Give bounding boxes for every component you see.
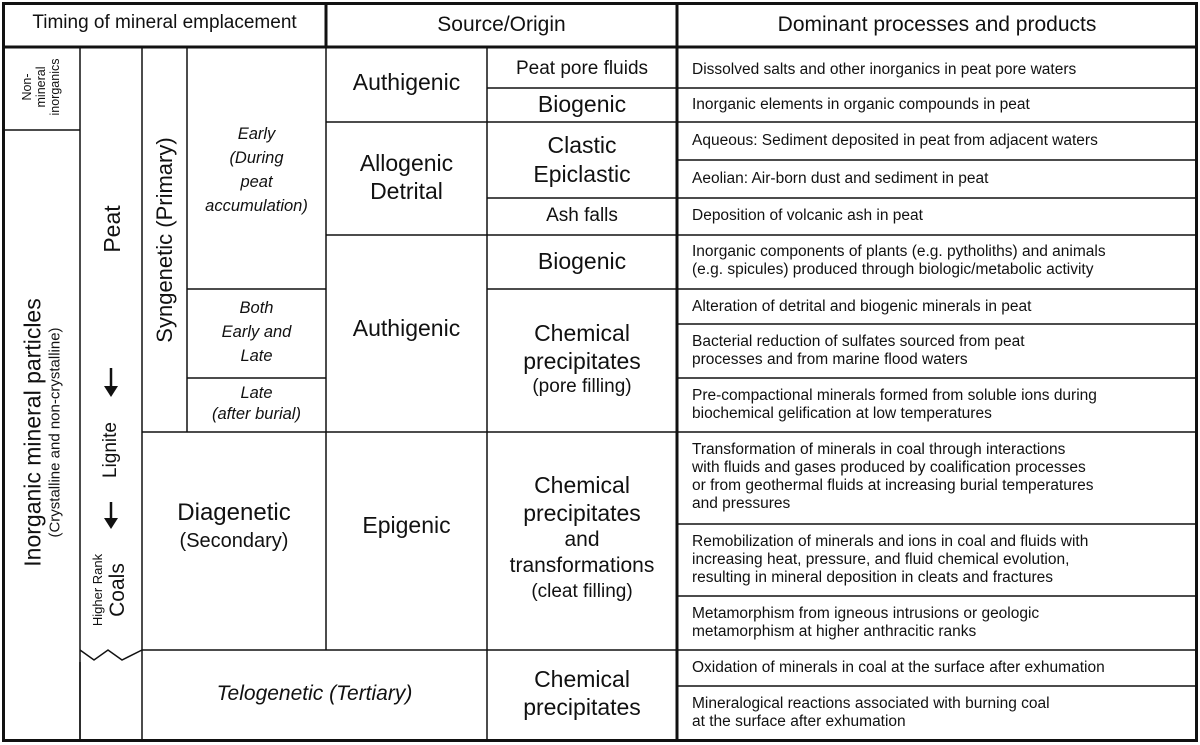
chem2-line-5: (cleat filling)	[531, 581, 633, 602]
process-row-10	[692, 441, 1093, 513]
clastic-line-1: Clastic	[547, 132, 617, 158]
origin-chemical-precipitates-1	[487, 319, 677, 399]
non-mineral-line-3: inorganics	[48, 58, 62, 116]
chem2-line-4: transformations	[509, 554, 655, 577]
header-source: Source/Origin	[437, 13, 566, 36]
peat-label: Peat	[99, 205, 125, 253]
process-row-4	[692, 170, 988, 188]
early-line-1: Early	[237, 125, 276, 143]
chem2-line-2: precipitates	[523, 500, 641, 526]
source-authigenic-2: Authigenic	[352, 315, 461, 341]
chem3-line-2: precipitates	[523, 694, 641, 720]
diagenetic-label: Diagenetic	[177, 499, 291, 526]
both-line-3: Late	[240, 347, 273, 365]
non-mineral-line-2: mineral	[34, 66, 48, 108]
timing-telogenetic: Telogenetic (Tertiary)	[216, 682, 413, 705]
chem1-line-1: Chemical	[534, 320, 630, 346]
non-mineral-line-1: Non-	[20, 73, 34, 101]
allogenic-line-1: Allogenic	[359, 150, 454, 176]
coals-label: Coals	[106, 563, 129, 617]
process-line: Deposition of volcanic ash in peat	[692, 207, 923, 224]
process-line: increasing heat, pressure, and fluid chemical evolution,	[692, 551, 1070, 568]
process-row-13	[692, 659, 1105, 677]
inorganic-subtitle: (Crystalline and non-crystalline)	[46, 327, 64, 538]
process-line: and pressures	[692, 495, 791, 512]
origin-ash-falls: Ash falls	[546, 205, 618, 226]
process-row-3	[692, 132, 1098, 150]
header-processes: Dominant processes and products	[777, 13, 1097, 36]
process-line: at the surface after exhumation	[692, 713, 906, 730]
origin-peat-pore-fluids: Peat pore fluids	[515, 58, 649, 79]
process-line: Oxidation of minerals in coal at the surface after exhumation	[692, 659, 1105, 676]
process-line: Aqueous: Sediment deposited in peat from adjacent waters	[692, 132, 1098, 149]
process-line: resulting in mineral deposition in cleats and fractures	[692, 569, 1053, 586]
process-line: Bacterial reduction of sulfates sourced from peat	[692, 333, 1025, 350]
process-line: or from geothermal fluids at increasing burial temperatures	[692, 477, 1094, 494]
late-line-1: Late	[240, 384, 273, 402]
both-line-1: Both	[239, 299, 274, 317]
higher-rank-label: Higher Rank	[90, 553, 105, 627]
chem2-line-3: and	[564, 528, 600, 551]
process-line: Mineralogical reactions associated with burning coal	[692, 695, 1050, 712]
process-row-8	[692, 333, 1025, 369]
process-row-7	[692, 298, 1031, 316]
process-row-14	[692, 695, 1050, 731]
clastic-line-2: Epiclastic	[533, 161, 631, 187]
source-authigenic-1: Authigenic	[352, 69, 461, 95]
process-line: Transformation of minerals in coal through interactions	[692, 441, 1066, 458]
process-line: Aeolian: Air-born dust and sediment in peat	[692, 170, 989, 187]
early-line-4: accumulation)	[205, 197, 308, 215]
timing-both	[187, 296, 326, 368]
process-row-1	[692, 61, 1076, 79]
timing-diagenetic	[142, 498, 326, 554]
process-line: with fluids and gases produced by coalification processes	[692, 459, 1086, 476]
syngenetic-label: Syngenetic (Primary)	[152, 137, 177, 343]
lignite-label: Lignite	[100, 422, 121, 478]
chem3-line-1: Chemical	[534, 666, 630, 692]
process-row-9	[692, 387, 1097, 423]
process-line: Pre-compactional minerals formed from soluble ions during	[692, 387, 1097, 404]
origin-clastic	[487, 131, 677, 189]
origin-biogenic-1: Biogenic	[537, 91, 627, 117]
process-line: biochemical gelification at low temperatures	[692, 405, 992, 422]
timing-late	[187, 383, 326, 425]
process-row-2	[692, 96, 1030, 114]
origin-biogenic-2: Biogenic	[537, 248, 627, 274]
chem1-line-3: (pore filling)	[532, 376, 632, 397]
process-line: (e.g. spicules) produced through biologic/metabolic activity	[692, 261, 1094, 278]
process-row-12	[692, 605, 1039, 641]
process-line: metamorphism at higher anthracitic ranks	[692, 623, 977, 640]
process-line: Remobilization of minerals and ions in coal and fluids with	[692, 533, 1089, 550]
process-line: Dissolved salts and other inorganics in peat pore waters	[692, 61, 1077, 78]
early-line-2: (During	[229, 149, 284, 167]
process-row-5	[692, 207, 923, 225]
late-line-2: (after burial)	[212, 405, 301, 423]
origin-chemical-precipitates-3	[487, 665, 677, 721]
process-row-11	[692, 533, 1088, 587]
process-line: Metamorphism from igneous intrusions or geologic	[692, 605, 1040, 622]
chem1-line-2: precipitates	[523, 348, 641, 374]
timing-early	[187, 122, 326, 218]
process-row-6	[692, 243, 1106, 279]
process-line: processes and from marine flood waters	[692, 351, 968, 368]
process-line: Inorganic components of plants (e.g. pytholiths) and animals	[692, 243, 1106, 260]
both-line-2: Early and	[221, 323, 292, 341]
diagenetic-sub: (Secondary)	[179, 530, 289, 552]
origin-chemical-precipitates-2	[487, 471, 677, 605]
process-line: Inorganic elements in organic compounds in peat	[692, 96, 1030, 113]
process-line: Alteration of detrital and biogenic minerals in peat	[692, 298, 1032, 315]
allogenic-line-2: Detrital	[370, 178, 443, 204]
inorganic-title: Inorganic mineral particles	[19, 298, 46, 567]
source-epigenic: Epigenic	[362, 512, 451, 538]
header-timing: Timing of mineral emplacement	[32, 12, 297, 33]
source-allogenic	[326, 149, 487, 205]
chem2-line-1: Chemical	[534, 472, 630, 498]
early-line-3: peat	[240, 173, 273, 191]
